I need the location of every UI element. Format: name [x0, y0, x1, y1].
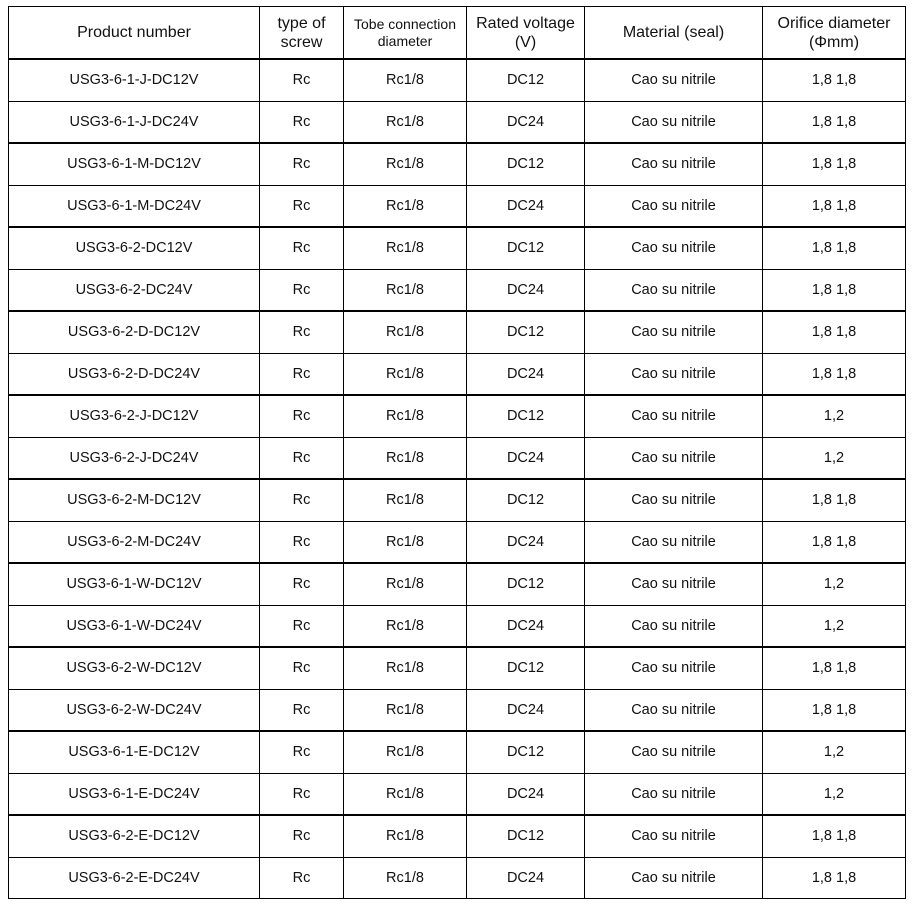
cell-orifice-diameter: 1,8 1,8: [763, 101, 906, 143]
cell-orifice-diameter: 1,2: [763, 773, 906, 815]
table-row: [9, 59, 906, 101]
cell-product-number: USG3-6-2-DC24V: [9, 269, 260, 311]
cell-orifice-diameter: 1,2: [763, 437, 906, 479]
cell-connection-diameter: Rc1/8: [344, 227, 467, 269]
cell-product-number: USG3-6-2-W-DC12V: [9, 647, 260, 689]
cell-orifice-diameter: 1,8 1,8: [763, 185, 906, 227]
table-row: [9, 101, 906, 143]
table-row: [9, 857, 906, 899]
cell-orifice-diameter: 1,2: [763, 605, 906, 647]
cell-connection-diameter: Rc1/8: [344, 731, 467, 773]
cell-rated-voltage: DC24: [467, 437, 585, 479]
cell-rated-voltage: DC12: [467, 563, 585, 605]
cell-orifice-diameter: 1,2: [763, 731, 906, 773]
table-row: [9, 185, 906, 227]
table-row: [9, 731, 906, 773]
cell-rated-voltage: DC12: [467, 647, 585, 689]
cell-product-number: USG3-6-2-J-DC12V: [9, 395, 260, 437]
table-row: [9, 311, 906, 353]
cell-orifice-diameter: 1,8 1,8: [763, 479, 906, 521]
cell-material: Cao su nitrile: [585, 605, 763, 647]
header-rated-voltage: Rated voltage (V): [467, 7, 585, 60]
table-row: [9, 647, 906, 689]
header-material-seal: Material (seal): [585, 7, 763, 60]
cell-rated-voltage: DC24: [467, 773, 585, 815]
table-row: [9, 353, 906, 395]
cell-screw-type: Rc: [260, 647, 344, 689]
cell-material: Cao su nitrile: [585, 101, 763, 143]
header-orifice-diameter: Orifice diameter (Φmm): [763, 7, 906, 60]
cell-product-number: USG3-6-1-W-DC12V: [9, 563, 260, 605]
cell-connection-diameter: Rc1/8: [344, 311, 467, 353]
cell-screw-type: Rc: [260, 521, 344, 563]
cell-connection-diameter: Rc1/8: [344, 647, 467, 689]
cell-rated-voltage: DC24: [467, 689, 585, 731]
cell-orifice-diameter: 1,2: [763, 563, 906, 605]
cell-material: Cao su nitrile: [585, 227, 763, 269]
cell-orifice-diameter: 1,8 1,8: [763, 647, 906, 689]
cell-screw-type: Rc: [260, 227, 344, 269]
cell-screw-type: Rc: [260, 185, 344, 227]
cell-screw-type: Rc: [260, 311, 344, 353]
table-row: [9, 689, 906, 731]
cell-product-number: USG3-6-2-E-DC12V: [9, 815, 260, 857]
cell-rated-voltage: DC24: [467, 605, 585, 647]
cell-screw-type: Rc: [260, 353, 344, 395]
cell-product-number: USG3-6-1-E-DC24V: [9, 773, 260, 815]
table-header-row: [9, 7, 906, 60]
cell-material: Cao su nitrile: [585, 563, 763, 605]
cell-orifice-diameter: 1,8 1,8: [763, 857, 906, 899]
cell-material: Cao su nitrile: [585, 815, 763, 857]
cell-material: Cao su nitrile: [585, 353, 763, 395]
cell-screw-type: Rc: [260, 689, 344, 731]
table-row: [9, 521, 906, 563]
cell-product-number: USG3-6-1-W-DC24V: [9, 605, 260, 647]
cell-rated-voltage: DC12: [467, 815, 585, 857]
cell-product-number: USG3-6-1-E-DC12V: [9, 731, 260, 773]
cell-material: Cao su nitrile: [585, 731, 763, 773]
table-row: [9, 269, 906, 311]
cell-screw-type: Rc: [260, 773, 344, 815]
cell-material: Cao su nitrile: [585, 143, 763, 185]
table-row: [9, 815, 906, 857]
cell-connection-diameter: Rc1/8: [344, 353, 467, 395]
cell-screw-type: Rc: [260, 59, 344, 101]
cell-product-number: USG3-6-2-E-DC24V: [9, 857, 260, 899]
table-row: [9, 143, 906, 185]
cell-connection-diameter: Rc1/8: [344, 521, 467, 563]
cell-product-number: USG3-6-2-W-DC24V: [9, 689, 260, 731]
cell-connection-diameter: Rc1/8: [344, 857, 467, 899]
cell-product-number: USG3-6-2-J-DC24V: [9, 437, 260, 479]
cell-rated-voltage: DC12: [467, 311, 585, 353]
table-row: [9, 395, 906, 437]
table-row: [9, 479, 906, 521]
cell-rated-voltage: DC12: [467, 479, 585, 521]
cell-connection-diameter: Rc1/8: [344, 605, 467, 647]
cell-product-number: USG3-6-2-D-DC24V: [9, 353, 260, 395]
cell-screw-type: Rc: [260, 605, 344, 647]
cell-product-number: USG3-6-1-J-DC12V: [9, 59, 260, 101]
cell-material: Cao su nitrile: [585, 311, 763, 353]
cell-connection-diameter: Rc1/8: [344, 185, 467, 227]
cell-orifice-diameter: 1,8 1,8: [763, 311, 906, 353]
cell-material: Cao su nitrile: [585, 479, 763, 521]
cell-connection-diameter: Rc1/8: [344, 395, 467, 437]
cell-connection-diameter: Rc1/8: [344, 815, 467, 857]
cell-rated-voltage: DC24: [467, 269, 585, 311]
header-connection-diameter: Tobe connection diameter: [344, 7, 467, 60]
cell-rated-voltage: DC12: [467, 143, 585, 185]
cell-connection-diameter: Rc1/8: [344, 563, 467, 605]
cell-material: Cao su nitrile: [585, 857, 763, 899]
cell-screw-type: Rc: [260, 143, 344, 185]
cell-material: Cao su nitrile: [585, 773, 763, 815]
cell-orifice-diameter: 1,8 1,8: [763, 521, 906, 563]
cell-rated-voltage: DC12: [467, 731, 585, 773]
cell-material: Cao su nitrile: [585, 269, 763, 311]
table-row: [9, 437, 906, 479]
table-body: [9, 59, 906, 899]
cell-rated-voltage: DC12: [467, 395, 585, 437]
table-row: [9, 773, 906, 815]
cell-orifice-diameter: 1,8 1,8: [763, 59, 906, 101]
cell-connection-diameter: Rc1/8: [344, 59, 467, 101]
cell-screw-type: Rc: [260, 101, 344, 143]
cell-orifice-diameter: 1,2: [763, 395, 906, 437]
cell-material: Cao su nitrile: [585, 689, 763, 731]
cell-connection-diameter: Rc1/8: [344, 773, 467, 815]
cell-screw-type: Rc: [260, 437, 344, 479]
header-product-number: Product number: [9, 7, 260, 60]
header-type-of-screw: type of screw: [260, 7, 344, 60]
cell-product-number: USG3-6-1-M-DC12V: [9, 143, 260, 185]
cell-rated-voltage: DC12: [467, 227, 585, 269]
cell-orifice-diameter: 1,8 1,8: [763, 227, 906, 269]
cell-material: Cao su nitrile: [585, 521, 763, 563]
cell-product-number: USG3-6-1-M-DC24V: [9, 185, 260, 227]
table-row: [9, 605, 906, 647]
cell-product-number: USG3-6-2-M-DC24V: [9, 521, 260, 563]
cell-screw-type: Rc: [260, 857, 344, 899]
cell-product-number: USG3-6-1-J-DC24V: [9, 101, 260, 143]
cell-rated-voltage: DC24: [467, 185, 585, 227]
cell-screw-type: Rc: [260, 479, 344, 521]
table-row: [9, 563, 906, 605]
cell-connection-diameter: Rc1/8: [344, 479, 467, 521]
cell-connection-diameter: Rc1/8: [344, 101, 467, 143]
cell-orifice-diameter: 1,8 1,8: [763, 689, 906, 731]
cell-material: Cao su nitrile: [585, 185, 763, 227]
cell-rated-voltage: DC24: [467, 857, 585, 899]
cell-orifice-diameter: 1,8 1,8: [763, 353, 906, 395]
cell-orifice-diameter: 1,8 1,8: [763, 269, 906, 311]
cell-orifice-diameter: 1,8 1,8: [763, 143, 906, 185]
cell-material: Cao su nitrile: [585, 59, 763, 101]
cell-orifice-diameter: 1,8 1,8: [763, 815, 906, 857]
cell-rated-voltage: DC24: [467, 101, 585, 143]
cell-screw-type: Rc: [260, 815, 344, 857]
cell-screw-type: Rc: [260, 563, 344, 605]
cell-connection-diameter: Rc1/8: [344, 437, 467, 479]
product-spec-table: [8, 6, 906, 899]
cell-product-number: USG3-6-2-M-DC12V: [9, 479, 260, 521]
cell-material: Cao su nitrile: [585, 437, 763, 479]
cell-screw-type: Rc: [260, 269, 344, 311]
cell-product-number: USG3-6-2-DC12V: [9, 227, 260, 269]
cell-product-number: USG3-6-2-D-DC12V: [9, 311, 260, 353]
cell-connection-diameter: Rc1/8: [344, 143, 467, 185]
cell-screw-type: Rc: [260, 731, 344, 773]
cell-rated-voltage: DC12: [467, 59, 585, 101]
cell-connection-diameter: Rc1/8: [344, 689, 467, 731]
cell-material: Cao su nitrile: [585, 647, 763, 689]
cell-rated-voltage: DC24: [467, 521, 585, 563]
table-row: [9, 227, 906, 269]
cell-screw-type: Rc: [260, 395, 344, 437]
cell-material: Cao su nitrile: [585, 395, 763, 437]
cell-rated-voltage: DC24: [467, 353, 585, 395]
cell-connection-diameter: Rc1/8: [344, 269, 467, 311]
